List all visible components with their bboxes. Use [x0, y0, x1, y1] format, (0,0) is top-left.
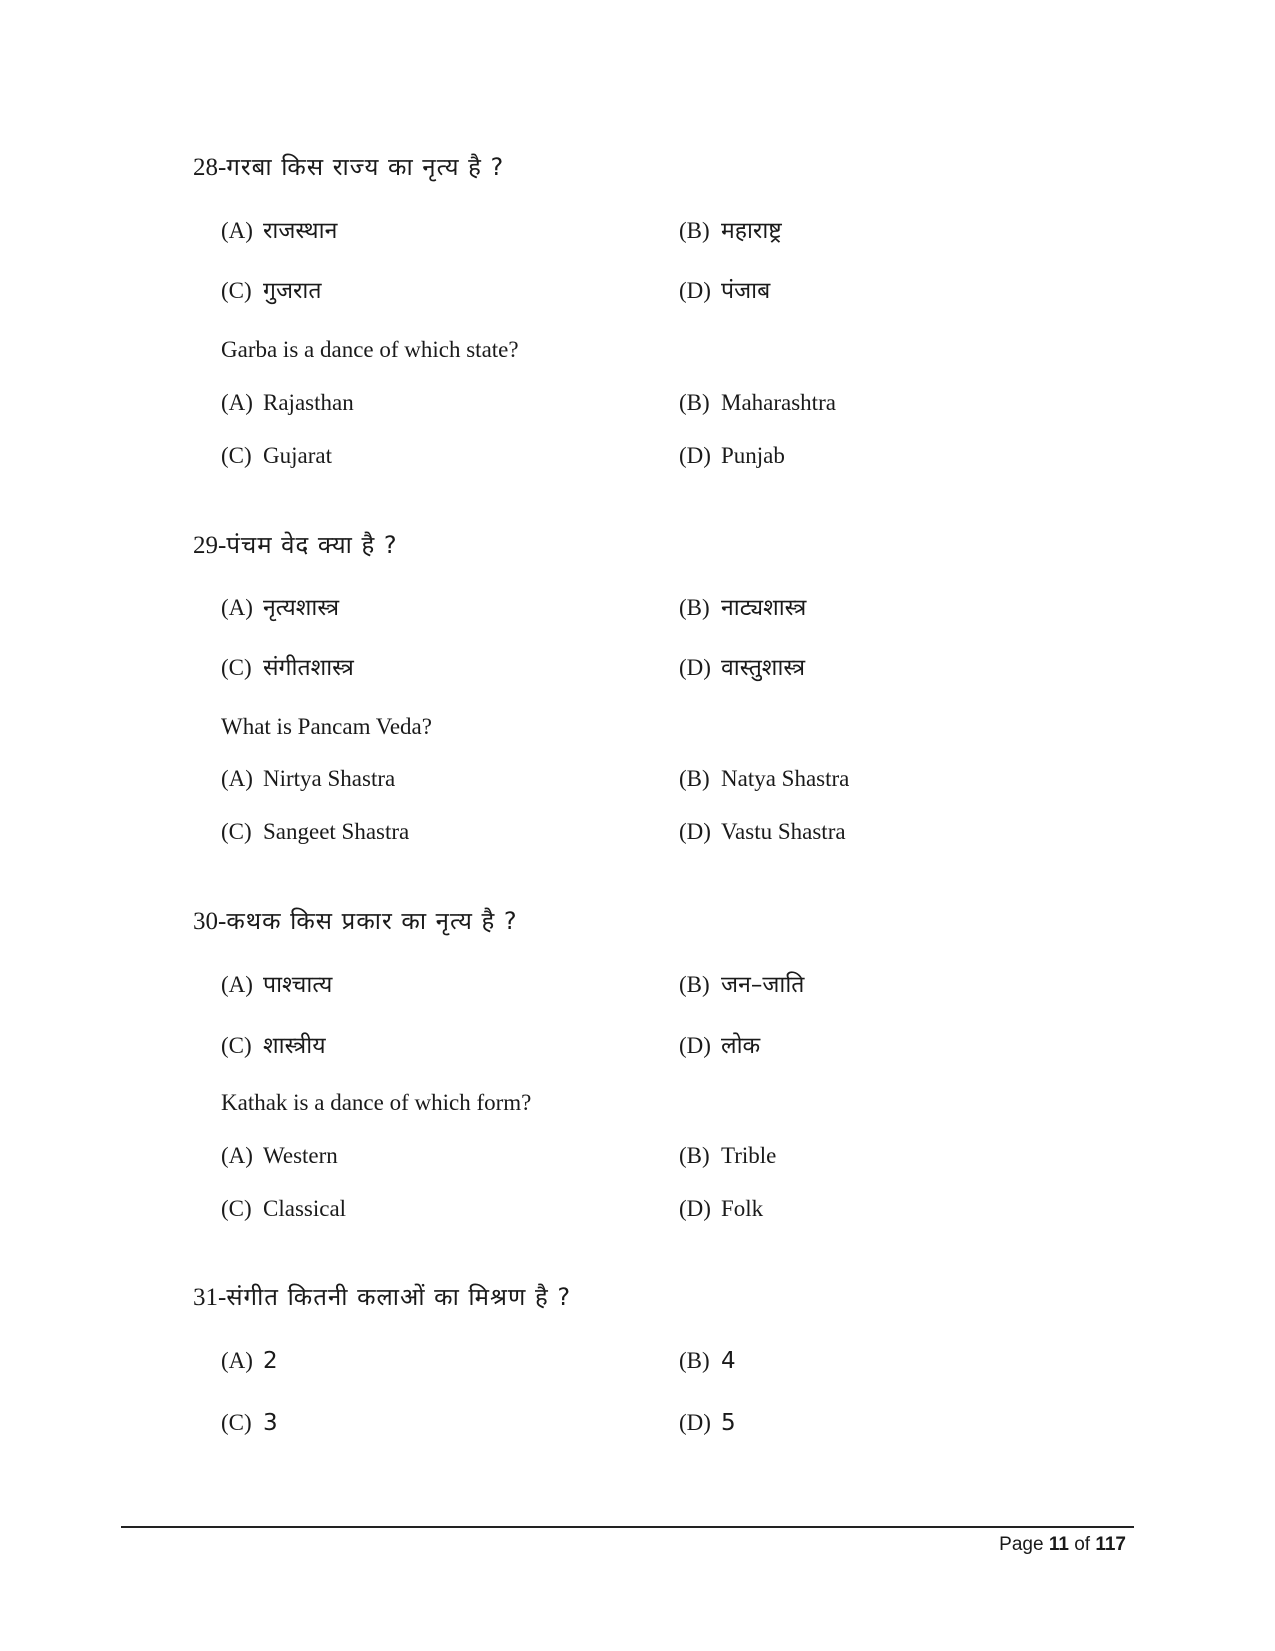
- option-c-english: [221, 1194, 346, 1224]
- option-d-hindi: [679, 1031, 760, 1061]
- option-letter: (C): [221, 655, 252, 680]
- option-a-hindi: [221, 1346, 278, 1376]
- option-text: लोक: [721, 1033, 761, 1059]
- question-text-hindi: संगीत कितनी कलाओं का मिश्रण है ?: [226, 1283, 572, 1311]
- option-text: नाट्यशास्त्र: [721, 595, 807, 621]
- option-b-hindi: [679, 970, 804, 1000]
- of-word: of: [1074, 1534, 1091, 1555]
- option-d-english: [679, 1194, 763, 1224]
- question-text-hindi: गरबा किस राज्य का नृत्य है ?: [226, 153, 505, 181]
- option-letter: (D): [679, 278, 711, 303]
- option-a-english: [221, 1141, 338, 1171]
- option-letter: (A): [221, 766, 253, 791]
- option-letter: (D): [679, 819, 711, 844]
- option-text: Sangeet Shastra: [263, 819, 410, 844]
- option-d-hindi: [679, 276, 770, 306]
- option-letter: (B): [679, 595, 710, 620]
- option-b-english: [679, 764, 849, 794]
- option-letter: (A): [221, 972, 253, 997]
- option-a-hindi: [221, 593, 339, 623]
- option-text: राजस्थान: [263, 218, 338, 244]
- footer-divider: [121, 1526, 1134, 1528]
- option-letter: (B): [679, 218, 710, 243]
- option-text: 2: [263, 1348, 278, 1374]
- question-number: 30-: [193, 908, 227, 935]
- option-text: पाश्चात्य: [263, 972, 333, 998]
- option-c-hindi: [221, 653, 354, 683]
- option-letter: (C): [221, 819, 252, 844]
- option-letter: (B): [679, 766, 710, 791]
- option-a-hindi: [221, 216, 337, 246]
- option-text: 5: [721, 1410, 736, 1436]
- option-letter: (B): [679, 972, 710, 997]
- question-number: 31-: [193, 1284, 227, 1311]
- option-c-hindi: [221, 276, 322, 306]
- question-number: 29-: [193, 532, 227, 559]
- option-b-hindi: [679, 593, 806, 623]
- option-b-english: [679, 1141, 776, 1171]
- option-text: Gujarat: [263, 443, 332, 468]
- option-text: संगीतशास्त्र: [263, 655, 354, 681]
- option-letter: (D): [679, 655, 711, 680]
- option-letter: (C): [221, 1196, 252, 1221]
- option-letter: (A): [221, 1348, 253, 1373]
- option-text: Western: [263, 1143, 338, 1168]
- option-c-hindi: [221, 1408, 278, 1438]
- option-text: Folk: [721, 1196, 764, 1221]
- option-text: Vastu Shastra: [721, 819, 846, 844]
- question-hindi: [193, 530, 398, 561]
- question-text-hindi: पंचम वेद क्या है ?: [226, 531, 398, 559]
- question-hindi: [193, 906, 518, 937]
- option-letter: (D): [679, 1196, 711, 1221]
- option-text: Punjab: [721, 443, 785, 468]
- option-letter: (C): [221, 443, 252, 468]
- option-b-english: [679, 388, 836, 418]
- option-letter: (A): [221, 390, 253, 415]
- option-text: शास्त्रीय: [263, 1033, 326, 1059]
- question-text-english: Garba is a dance of which state?: [221, 337, 519, 362]
- question-text-english: What is Pancam Veda?: [221, 714, 432, 739]
- option-letter: (A): [221, 595, 253, 620]
- option-letter: (D): [679, 1410, 711, 1435]
- question-text-hindi: कथक किस प्रकार का नृत्य है ?: [226, 907, 518, 935]
- question-hindi: [193, 152, 504, 183]
- option-letter: (C): [221, 1033, 252, 1058]
- option-d-english: [679, 441, 785, 471]
- option-text: Natya Shastra: [721, 766, 850, 791]
- option-text: 4: [721, 1348, 736, 1374]
- option-text: जन–जाति: [721, 972, 805, 998]
- option-letter: (A): [221, 218, 253, 243]
- option-a-english: [221, 388, 354, 418]
- option-letter: (C): [221, 278, 252, 303]
- option-letter: (B): [679, 1143, 710, 1168]
- option-text: गुजरात: [263, 278, 322, 304]
- option-a-hindi: [221, 970, 332, 1000]
- page-word: Page: [999, 1534, 1044, 1555]
- page-number-footer: [999, 1533, 1126, 1557]
- current-page-number: 11: [1048, 1534, 1069, 1555]
- option-text: Rajasthan: [263, 390, 354, 415]
- option-c-english: [221, 441, 332, 471]
- total-pages-number: 117: [1095, 1534, 1126, 1555]
- option-c-english: [221, 817, 409, 847]
- option-letter: (B): [679, 1348, 710, 1373]
- option-d-english: [679, 817, 846, 847]
- question-text-english: Kathak is a dance of which form?: [221, 1090, 532, 1115]
- option-letter: (C): [221, 1410, 252, 1435]
- option-text: पंजाब: [721, 278, 771, 304]
- option-text: नृत्यशास्त्र: [263, 595, 340, 621]
- option-letter: (B): [679, 390, 710, 415]
- option-text: Trible: [721, 1143, 777, 1168]
- option-text: Classical: [263, 1196, 347, 1221]
- option-b-hindi: [679, 1346, 736, 1376]
- option-d-hindi: [679, 1408, 736, 1438]
- question-hindi: [193, 1282, 571, 1313]
- option-text: Maharashtra: [721, 390, 836, 415]
- option-letter: (A): [221, 1143, 253, 1168]
- option-text: महाराष्ट्र: [721, 218, 782, 244]
- option-text: Nirtya Shastra: [263, 766, 396, 791]
- option-letter: (D): [679, 443, 711, 468]
- option-letter: (D): [679, 1033, 711, 1058]
- option-d-hindi: [679, 653, 805, 683]
- option-a-english: [221, 764, 395, 794]
- question-number: 28-: [193, 154, 227, 181]
- option-b-hindi: [679, 216, 782, 246]
- option-text: वास्तुशास्त्र: [721, 655, 806, 681]
- option-text: 3: [263, 1410, 278, 1436]
- option-c-hindi: [221, 1031, 326, 1061]
